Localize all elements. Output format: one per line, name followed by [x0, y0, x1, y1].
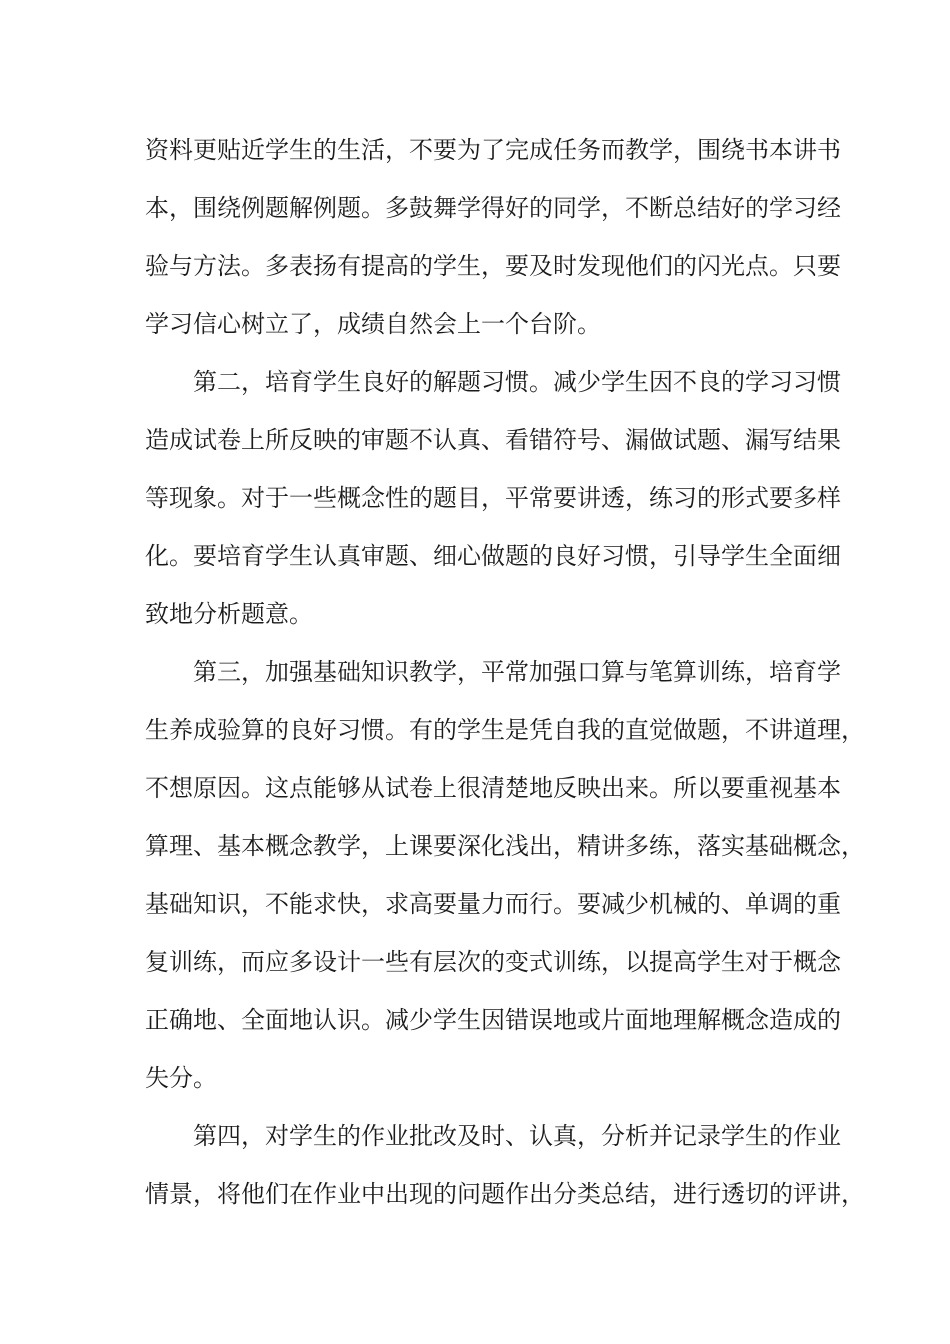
- text-line: 算理、基本概念教学，上课要深化浅出，精讲多练，落实基础概念，: [145, 832, 865, 860]
- paragraph-first-line: 第二，培育学生良好的解题习惯。减少学生因不良的学习习惯: [193, 368, 841, 396]
- text-line: 不想原因。这点能够从试卷上很清楚地反映出来。所以要重视基本: [145, 774, 841, 802]
- text-line: 验与方法。多表扬有提高的学生，要及时发现他们的闪光点。只要: [145, 252, 841, 280]
- text-line: 基础知识，不能求快，求高要量力而行。要减少机械的、单调的重: [145, 890, 841, 918]
- text-line: 本，围绕例题解例题。多鼓舞学得好的同学，不断总结好的学习经: [145, 194, 841, 222]
- text-line: 情景，将他们在作业中出现的问题作出分类总结，进行透切的评讲，: [145, 1180, 865, 1208]
- paragraph-first-line: 第四，对学生的作业批改及时、认真，分析并记录学生的作业: [193, 1122, 841, 1150]
- text-line: 正确地、全面地认识。减少学生因错误地或片面地理解概念造成的: [145, 1006, 841, 1034]
- text-line: 学习信心树立了，成绩自然会上一个台阶。: [145, 310, 601, 338]
- paragraph-first-line: 第三，加强基础知识教学，平常加强口算与笔算训练，培育学: [193, 658, 841, 686]
- text-line: 致地分析题意。: [145, 600, 313, 628]
- text-line: 化。要培育学生认真审题、细心做题的良好习惯，引导学生全面细: [145, 542, 841, 570]
- text-line: 生养成验算的良好习惯。有的学生是凭自我的直觉做题，不讲道理，: [145, 716, 865, 744]
- text-line: 失分。: [145, 1064, 217, 1092]
- text-line: 造成试卷上所反映的审题不认真、看错符号、漏做试题、漏写结果: [145, 426, 841, 454]
- text-line: 复训练，而应多设计一些有层次的变式训练，以提高学生对于概念: [145, 948, 841, 976]
- text-line: 等现象。对于一些概念性的题目，平常要讲透，练习的形式要多样: [145, 484, 841, 512]
- text-line: 资料更贴近学生的生活，不要为了完成任务而教学，围绕书本讲书: [145, 136, 841, 164]
